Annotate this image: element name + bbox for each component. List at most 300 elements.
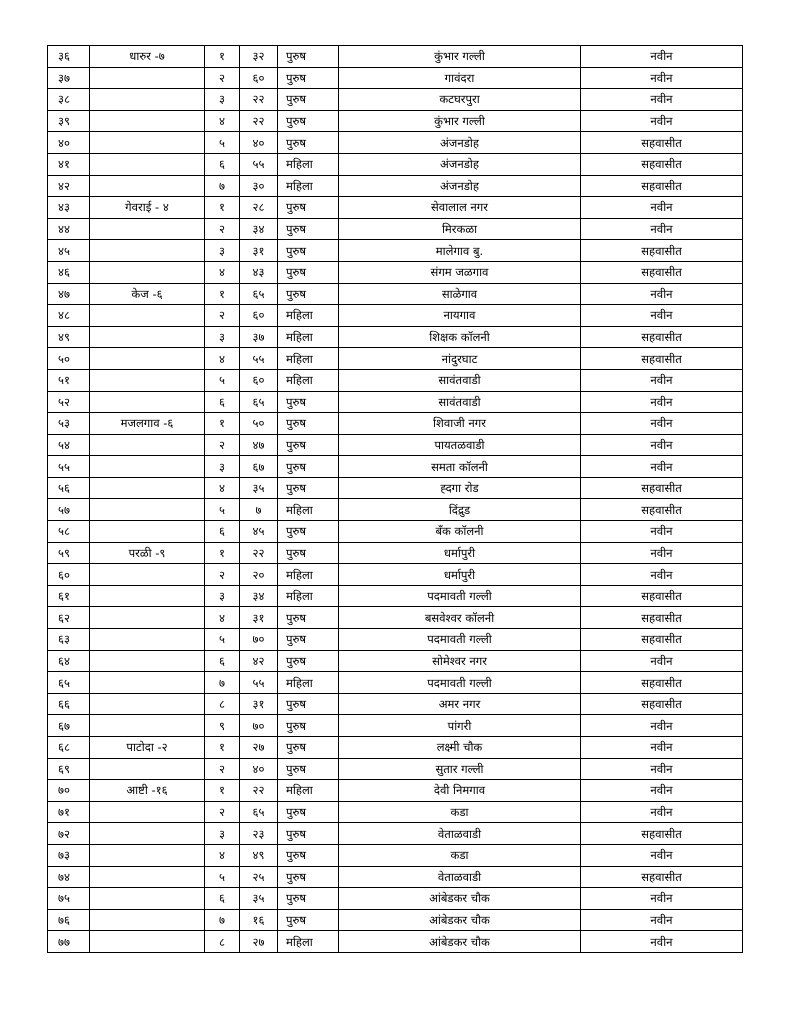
group-index-cell: ५ [205, 629, 240, 651]
gender-cell: पुरुष [278, 132, 339, 154]
table-row [48, 672, 743, 694]
serial-number-cell: ५४ [48, 434, 90, 456]
location-cell: बँक कॉलनी [339, 521, 581, 543]
case-type-cell: सहवासीत [581, 153, 743, 175]
age-cell: ३५ [240, 888, 278, 910]
location-cell: आंबेडकर चौक [339, 931, 581, 953]
table-row [48, 564, 743, 586]
location-cell: नायगाव [339, 305, 581, 327]
taluka-group-cell: गेवराई - ४ [90, 197, 205, 219]
case-type-cell: नवीन [581, 456, 743, 478]
group-index-cell: १ [205, 283, 240, 305]
case-type-cell: नवीन [581, 413, 743, 435]
table-row [48, 715, 743, 737]
table-row [48, 931, 743, 953]
age-cell: ७ [240, 499, 278, 521]
age-cell: ३२ [240, 46, 278, 68]
table-row [48, 132, 743, 154]
case-type-cell: नवीन [581, 197, 743, 219]
serial-number-cell: ६५ [48, 672, 90, 694]
taluka-group-cell [90, 305, 205, 327]
serial-number-cell: ७१ [48, 801, 90, 823]
case-type-cell: नवीन [581, 888, 743, 910]
age-cell: ५५ [240, 348, 278, 370]
location-cell: सेवालाल नगर [339, 197, 581, 219]
gender-cell: महिला [278, 585, 339, 607]
location-cell: धर्मापुरी [339, 564, 581, 586]
group-index-cell: ६ [205, 650, 240, 672]
location-cell: नांदुरघाट [339, 348, 581, 370]
serial-number-cell: ४७ [48, 283, 90, 305]
location-cell: कटघरपुरा [339, 89, 581, 111]
group-index-cell: २ [205, 67, 240, 89]
serial-number-cell: ५९ [48, 542, 90, 564]
gender-cell: पुरुष [278, 218, 339, 240]
serial-number-cell: ४८ [48, 305, 90, 327]
case-type-cell: नवीन [581, 909, 743, 931]
group-index-cell: ५ [205, 369, 240, 391]
table-row [48, 758, 743, 780]
location-cell: कडा [339, 801, 581, 823]
table-row [48, 175, 743, 197]
location-cell: कुंभार गल्ली [339, 46, 581, 68]
taluka-group-cell [90, 326, 205, 348]
location-cell: आंबेडकर चौक [339, 888, 581, 910]
table-row [48, 326, 743, 348]
table-row [48, 413, 743, 435]
serial-number-cell: ५२ [48, 391, 90, 413]
group-index-cell: २ [205, 564, 240, 586]
age-cell: ३१ [240, 693, 278, 715]
serial-number-cell: ७७ [48, 931, 90, 953]
gender-cell: पुरुष [278, 110, 339, 132]
age-cell: ४९ [240, 844, 278, 866]
gender-cell: पुरुष [278, 909, 339, 931]
age-cell: २८ [240, 197, 278, 219]
case-type-cell: नवीन [581, 931, 743, 953]
age-cell: २७ [240, 931, 278, 953]
age-cell: ४३ [240, 261, 278, 283]
age-cell: ५५ [240, 153, 278, 175]
case-type-cell: नवीन [581, 110, 743, 132]
location-cell: समता कॉलनी [339, 456, 581, 478]
table-row [48, 477, 743, 499]
location-cell: अंजनडोह [339, 153, 581, 175]
case-type-cell: नवीन [581, 521, 743, 543]
location-cell: वेताळवाडी [339, 866, 581, 888]
location-cell: लक्ष्मी चौक [339, 737, 581, 759]
location-cell: मिरकळा [339, 218, 581, 240]
table-row [48, 369, 743, 391]
case-type-cell: नवीन [581, 564, 743, 586]
case-type-cell: नवीन [581, 650, 743, 672]
serial-number-cell: ६९ [48, 758, 90, 780]
group-index-cell: ७ [205, 175, 240, 197]
location-cell: कडा [339, 844, 581, 866]
table-row [48, 391, 743, 413]
location-cell: ह्दगा रोड [339, 477, 581, 499]
taluka-group-cell [90, 866, 205, 888]
group-index-cell: ४ [205, 477, 240, 499]
taluka-group-cell [90, 456, 205, 478]
taluka-group-cell [90, 240, 205, 262]
age-cell: २० [240, 564, 278, 586]
gender-cell: पुरुष [278, 542, 339, 564]
group-index-cell: ९ [205, 715, 240, 737]
serial-number-cell: ४० [48, 132, 90, 154]
table-row [48, 89, 743, 111]
gender-cell: पुरुष [278, 844, 339, 866]
location-cell: साळेगाव [339, 283, 581, 305]
location-cell: पांगरी [339, 715, 581, 737]
case-type-cell: सहवासीत [581, 499, 743, 521]
group-index-cell: ५ [205, 132, 240, 154]
location-cell: वेताळवाडी [339, 823, 581, 845]
serial-number-cell: ३८ [48, 89, 90, 111]
group-index-cell: ८ [205, 931, 240, 953]
table-row [48, 434, 743, 456]
group-index-cell: २ [205, 305, 240, 327]
location-cell: देवी निमगाव [339, 780, 581, 802]
case-type-cell: सहवासीत [581, 348, 743, 370]
table-row [48, 607, 743, 629]
case-type-cell: नवीन [581, 218, 743, 240]
group-index-cell: ३ [205, 585, 240, 607]
serial-number-cell: ६४ [48, 650, 90, 672]
location-cell: शिवाजी नगर [339, 413, 581, 435]
serial-number-cell: ४२ [48, 175, 90, 197]
case-type-cell: नवीन [581, 283, 743, 305]
table-row [48, 629, 743, 651]
case-type-cell: नवीन [581, 844, 743, 866]
table-row [48, 650, 743, 672]
case-type-cell: नवीन [581, 46, 743, 68]
location-cell: अंजनडोह [339, 132, 581, 154]
case-type-cell: सहवासीत [581, 607, 743, 629]
age-cell: ४० [240, 758, 278, 780]
table-row [48, 46, 743, 68]
patient-table-body [48, 46, 743, 953]
gender-cell: पुरुष [278, 888, 339, 910]
taluka-group-cell [90, 585, 205, 607]
gender-cell: पुरुष [278, 46, 339, 68]
location-cell: सुतार गल्ली [339, 758, 581, 780]
serial-number-cell: ४४ [48, 218, 90, 240]
age-cell: ३१ [240, 607, 278, 629]
serial-number-cell: ४५ [48, 240, 90, 262]
table-row [48, 283, 743, 305]
location-cell: शिक्षक कॉलनी [339, 326, 581, 348]
taluka-group-cell [90, 391, 205, 413]
gender-cell: महिला [278, 369, 339, 391]
gender-cell: पुरुष [278, 521, 339, 543]
taluka-group-cell [90, 218, 205, 240]
group-index-cell: १ [205, 737, 240, 759]
age-cell: ३० [240, 175, 278, 197]
gender-cell: महिला [278, 564, 339, 586]
gender-cell: पुरुष [278, 758, 339, 780]
group-index-cell: ४ [205, 844, 240, 866]
age-cell: ४० [240, 132, 278, 154]
age-cell: ३४ [240, 218, 278, 240]
serial-number-cell: ६२ [48, 607, 90, 629]
case-type-cell: सहवासीत [581, 261, 743, 283]
age-cell: ४५ [240, 521, 278, 543]
age-cell: २२ [240, 780, 278, 802]
serial-number-cell: ७२ [48, 823, 90, 845]
taluka-group-cell: केज -६ [90, 283, 205, 305]
serial-number-cell: ५५ [48, 456, 90, 478]
serial-number-cell: ६३ [48, 629, 90, 651]
group-index-cell: ८ [205, 693, 240, 715]
taluka-group-cell [90, 477, 205, 499]
serial-number-cell: ५६ [48, 477, 90, 499]
location-cell: आंबेडकर चौक [339, 909, 581, 931]
gender-cell: महिला [278, 672, 339, 694]
location-cell: पदमावती गल्ली [339, 585, 581, 607]
location-cell: कुंभार गल्ली [339, 110, 581, 132]
taluka-group-cell [90, 823, 205, 845]
case-type-cell: सहवासीत [581, 672, 743, 694]
gender-cell: पुरुष [278, 823, 339, 845]
taluka-group-cell: मजलगाव -६ [90, 413, 205, 435]
patient-table [47, 45, 743, 953]
location-cell: अमर नगर [339, 693, 581, 715]
age-cell: २२ [240, 542, 278, 564]
case-type-cell: नवीन [581, 434, 743, 456]
group-index-cell: ६ [205, 521, 240, 543]
taluka-group-cell [90, 521, 205, 543]
table-row [48, 909, 743, 931]
table-row [48, 110, 743, 132]
group-index-cell: ३ [205, 240, 240, 262]
serial-number-cell: ७५ [48, 888, 90, 910]
location-cell: सावंतवाडी [339, 369, 581, 391]
case-type-cell: सहवासीत [581, 132, 743, 154]
case-type-cell: सहवासीत [581, 175, 743, 197]
gender-cell: पुरुष [278, 89, 339, 111]
age-cell: २२ [240, 110, 278, 132]
age-cell: ६० [240, 305, 278, 327]
case-type-cell: सहवासीत [581, 585, 743, 607]
age-cell: ६५ [240, 391, 278, 413]
table-row [48, 153, 743, 175]
group-index-cell: २ [205, 218, 240, 240]
gender-cell: पुरुष [278, 715, 339, 737]
table-row [48, 521, 743, 543]
taluka-group-cell [90, 909, 205, 931]
case-type-cell: सहवासीत [581, 477, 743, 499]
group-index-cell: ४ [205, 348, 240, 370]
taluka-group-cell [90, 758, 205, 780]
age-cell: ३४ [240, 585, 278, 607]
group-index-cell: २ [205, 434, 240, 456]
serial-number-cell: ५१ [48, 369, 90, 391]
age-cell: ३७ [240, 326, 278, 348]
table-row [48, 801, 743, 823]
group-index-cell: ७ [205, 672, 240, 694]
taluka-group-cell: परळी -९ [90, 542, 205, 564]
case-type-cell: सहवासीत [581, 240, 743, 262]
gender-cell: महिला [278, 931, 339, 953]
table-row [48, 888, 743, 910]
serial-number-cell: ६६ [48, 693, 90, 715]
group-index-cell: ३ [205, 326, 240, 348]
location-cell: संगम जळगाव [339, 261, 581, 283]
gender-cell: पुरुष [278, 434, 339, 456]
group-index-cell: १ [205, 46, 240, 68]
gender-cell: महिला [278, 780, 339, 802]
group-index-cell: ६ [205, 153, 240, 175]
location-cell: पदमावती गल्ली [339, 629, 581, 651]
case-type-cell: सहवासीत [581, 823, 743, 845]
case-type-cell: नवीन [581, 780, 743, 802]
taluka-group-cell [90, 650, 205, 672]
case-type-cell: नवीन [581, 715, 743, 737]
serial-number-cell: ५८ [48, 521, 90, 543]
table-row [48, 780, 743, 802]
gender-cell: पुरुष [278, 283, 339, 305]
taluka-group-cell [90, 89, 205, 111]
table-row [48, 844, 743, 866]
gender-cell: महिला [278, 305, 339, 327]
group-index-cell: ४ [205, 261, 240, 283]
age-cell: ७० [240, 715, 278, 737]
case-type-cell: नवीन [581, 758, 743, 780]
age-cell: ३५ [240, 477, 278, 499]
case-type-cell: नवीन [581, 801, 743, 823]
gender-cell: पुरुष [278, 650, 339, 672]
case-type-cell: नवीन [581, 737, 743, 759]
age-cell: ६० [240, 369, 278, 391]
gender-cell: पुरुष [278, 456, 339, 478]
gender-cell: पुरुष [278, 413, 339, 435]
group-index-cell: ४ [205, 607, 240, 629]
location-cell: गावंदरा [339, 67, 581, 89]
taluka-group-cell: आष्टी -१६ [90, 780, 205, 802]
group-index-cell: ६ [205, 888, 240, 910]
serial-number-cell: ५३ [48, 413, 90, 435]
group-index-cell: ३ [205, 89, 240, 111]
case-type-cell: नवीन [581, 67, 743, 89]
location-cell: सावंतवाडी [339, 391, 581, 413]
gender-cell: पुरुष [278, 477, 339, 499]
table-row [48, 240, 743, 262]
group-index-cell: २ [205, 801, 240, 823]
serial-number-cell: ७० [48, 780, 90, 802]
age-cell: ४७ [240, 434, 278, 456]
age-cell: ६५ [240, 283, 278, 305]
taluka-group-cell: धारुर -७ [90, 46, 205, 68]
group-index-cell: ३ [205, 456, 240, 478]
gender-cell: महिला [278, 499, 339, 521]
gender-cell: पुरुष [278, 629, 339, 651]
age-cell: ६७ [240, 456, 278, 478]
table-row [48, 542, 743, 564]
table-row [48, 218, 743, 240]
case-type-cell: नवीन [581, 89, 743, 111]
serial-number-cell: ४९ [48, 326, 90, 348]
taluka-group-cell [90, 931, 205, 953]
taluka-group-cell [90, 110, 205, 132]
serial-number-cell: ६८ [48, 737, 90, 759]
taluka-group-cell [90, 564, 205, 586]
serial-number-cell: ४१ [48, 153, 90, 175]
case-type-cell: सहवासीत [581, 629, 743, 651]
case-type-cell: सहवासीत [581, 326, 743, 348]
taluka-group-cell [90, 693, 205, 715]
location-cell: बसवेश्वर कॉलनी [339, 607, 581, 629]
age-cell: ३१ [240, 240, 278, 262]
table-row [48, 305, 743, 327]
taluka-group-cell [90, 175, 205, 197]
serial-number-cell: ६७ [48, 715, 90, 737]
table-row [48, 585, 743, 607]
gender-cell: पुरुष [278, 240, 339, 262]
table-row [48, 499, 743, 521]
taluka-group-cell [90, 67, 205, 89]
serial-number-cell: ४३ [48, 197, 90, 219]
serial-number-cell: ७६ [48, 909, 90, 931]
serial-number-cell: ६० [48, 564, 90, 586]
gender-cell: महिला [278, 153, 339, 175]
gender-cell: पुरुष [278, 737, 339, 759]
taluka-group-cell [90, 888, 205, 910]
gender-cell: पुरुष [278, 391, 339, 413]
group-index-cell: १ [205, 542, 240, 564]
group-index-cell: ५ [205, 866, 240, 888]
taluka-group-cell: पाटोदा -२ [90, 737, 205, 759]
group-index-cell: ५ [205, 499, 240, 521]
serial-number-cell: ४६ [48, 261, 90, 283]
gender-cell: पुरुष [278, 801, 339, 823]
taluka-group-cell [90, 672, 205, 694]
group-index-cell: ३ [205, 823, 240, 845]
taluka-group-cell [90, 434, 205, 456]
age-cell: ५५ [240, 672, 278, 694]
taluka-group-cell [90, 499, 205, 521]
group-index-cell: १ [205, 197, 240, 219]
case-type-cell: नवीन [581, 391, 743, 413]
serial-number-cell: ५० [48, 348, 90, 370]
group-index-cell: ६ [205, 391, 240, 413]
location-cell: सोमेश्वर नगर [339, 650, 581, 672]
gender-cell: पुरुष [278, 197, 339, 219]
serial-number-cell: ३६ [48, 46, 90, 68]
age-cell: २२ [240, 89, 278, 111]
gender-cell: महिला [278, 175, 339, 197]
taluka-group-cell [90, 629, 205, 651]
table-row [48, 197, 743, 219]
location-cell: मालेगाव बु. [339, 240, 581, 262]
group-index-cell: १ [205, 413, 240, 435]
table-row [48, 866, 743, 888]
table-row [48, 348, 743, 370]
gender-cell: पुरुष [278, 693, 339, 715]
taluka-group-cell [90, 607, 205, 629]
table-row [48, 823, 743, 845]
age-cell: १६ [240, 909, 278, 931]
age-cell: ४२ [240, 650, 278, 672]
taluka-group-cell [90, 801, 205, 823]
age-cell: २३ [240, 823, 278, 845]
case-type-cell: नवीन [581, 305, 743, 327]
age-cell: ७० [240, 629, 278, 651]
serial-number-cell: ६१ [48, 585, 90, 607]
serial-number-cell: ७४ [48, 866, 90, 888]
group-index-cell: ४ [205, 110, 240, 132]
age-cell: २७ [240, 737, 278, 759]
